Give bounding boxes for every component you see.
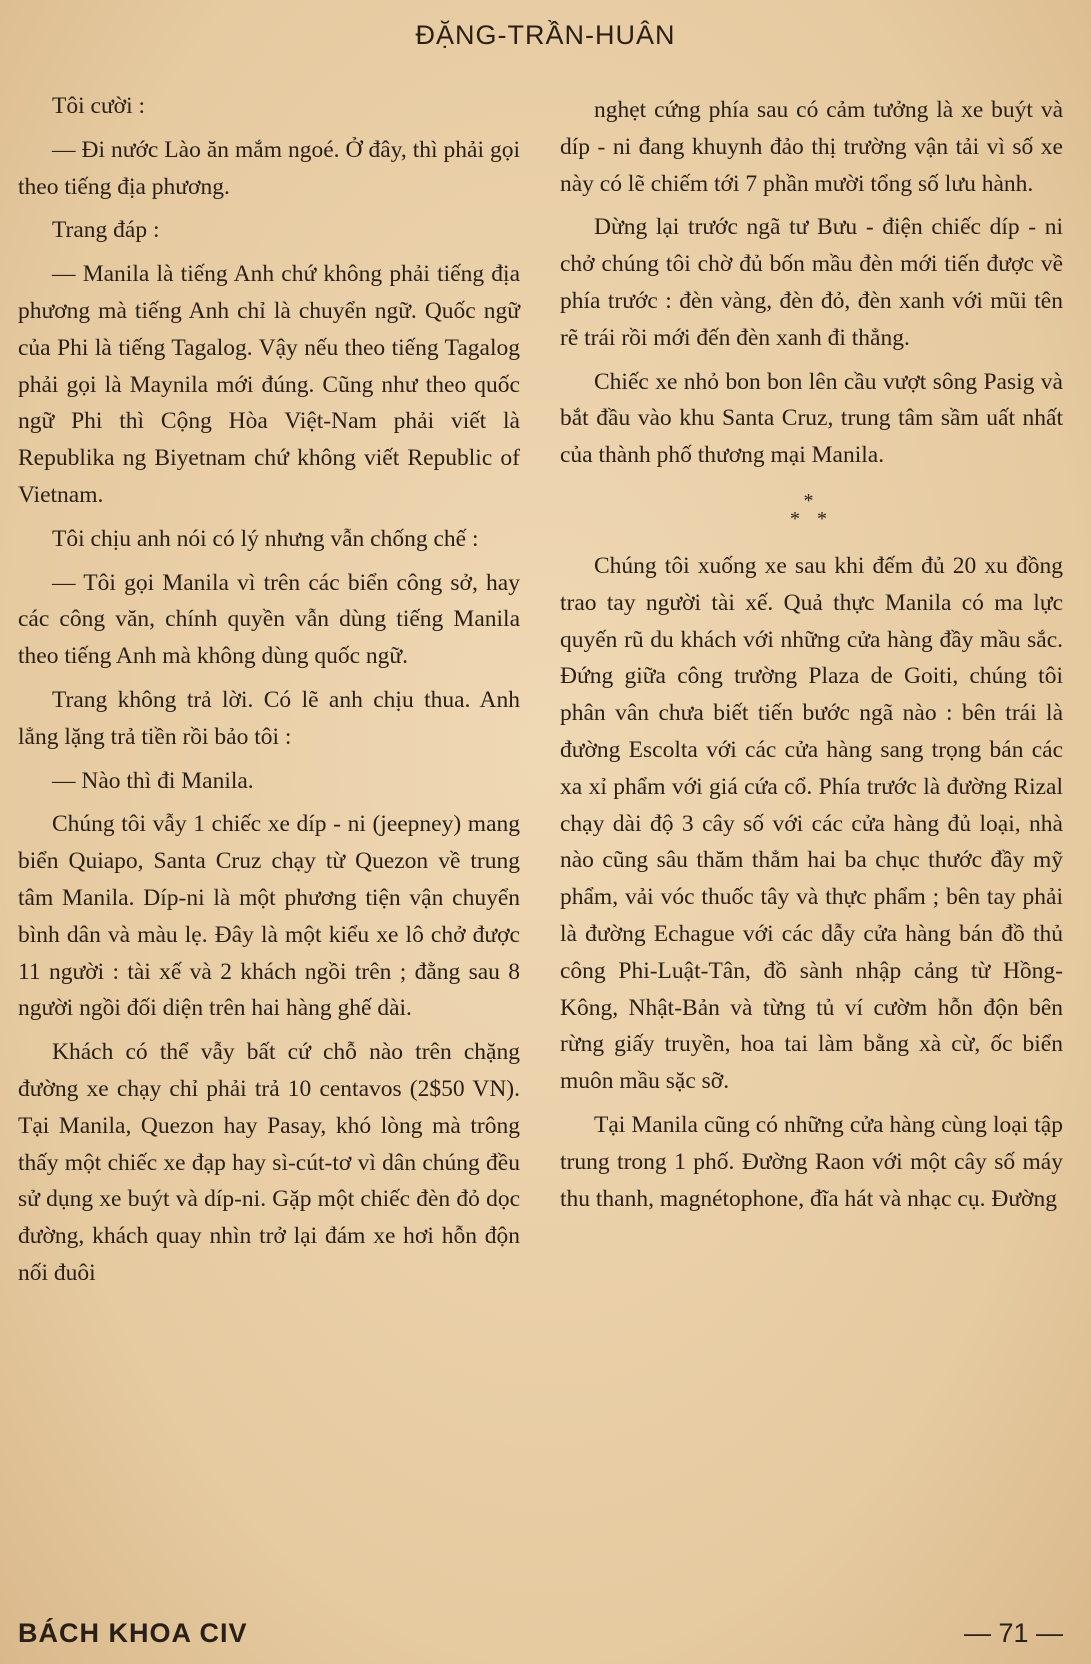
section-separator	[560, 489, 1063, 530]
paragraph: nghẹt cứng phía sau có cảm tưởng là xe buýt và díp - ni đang khuynh đảo thị trường vận tải vì số xe này có lẽ chiếm tới 7 phần mười tổng số lưu hành.	[560, 97, 1063, 197]
separator-star-top: *	[803, 489, 820, 512]
paragraph: Tôi cười :	[52, 93, 146, 119]
footer-page-number: — 71 —	[963, 1618, 1063, 1648]
paragraph: Chiếc xe nhỏ bon bon lên cầu vượt sông Pasig và bắt đầu vào khu Santa Cruz, trung tâm sầm uất nhất của thành phố thương mại Manila.	[560, 368, 1063, 469]
paragraph: Khách có thể vẫy bất cứ chỗ nào trên chặng đường xe chạy chỉ phải trả 10 centavos (2$50 VN). Tại Manila, Quezon hay Pasay, khó lòng mà trông thấy một chiếc xe đạp hay sì-cút-tơ vì dân chúng đều sử dụng xe buýt và díp-ni. Gặp một chiếc đèn đỏ dọc đường, khách quay nhìn trở lại đám xe hơi hỗn độn nối đuôi	[18, 1039, 520, 1286]
page-header-author: ĐẶNG-TRẦN-HUÂN	[415, 20, 676, 50]
paragraph: Tôi chịu anh nói có lý nhưng vẫn chống chế :	[52, 525, 479, 552]
paragraph: — Tôi gọi Manila vì trên các biển công sở, hay các công văn, chính quyền vẫn dùng tiếng Manila theo tiếng Anh mà không dùng quốc ngữ.	[18, 569, 520, 670]
paragraph: — Đi nước Lào ăn mắm ngoé. Ở đây, thì phải gọi theo tiếng địa phương.	[18, 136, 520, 200]
left-column	[18, 88, 520, 1299]
separator-stars-bottom: * *	[790, 507, 833, 530]
right-column	[560, 92, 1063, 1224]
paragraph: Trang không trả lời. Có lẽ anh chịu thua. Anh lẳng lặng trả tiền rồi bảo tôi :	[18, 686, 520, 750]
paragraph: Tại Manila cũng có những cửa hàng cùng loại tập trung trong 1 phố. Đường Raon với một cây số máy thu thanh, magnétophone, đĩa hát và nhạc cụ. Đường	[560, 1111, 1063, 1212]
paragraph: Dừng lại trước ngã tư Bưu - điện chiếc díp - ni chở chúng tôi chờ đủ bốn mầu đèn mới tiến được về phía trước : đèn vàng, đèn đỏ, đèn xanh với mũi tên rẽ trái rồi mới đến đèn xanh đi thẳng.	[560, 214, 1063, 351]
paragraph: — Manila là tiếng Anh chứ không phải tiếng địa phương mà tiếng Anh chỉ là chuyển ngữ. Quốc ngữ của Phi là tiếng Tagalog. Vậy nếu theo tiếng Tagalog phải gọi là Maynila mới đúng. Cũng như theo quốc ngữ Phi thì Cộng Hòa Việt-Nam phải viết là Republika ng Biyetnam chứ không viết Republic of Vietnam.	[18, 261, 520, 508]
paragraph: Chúng tôi xuống xe sau khi đếm đủ 20 xu đồng trao tay người tài xế. Quả thực Manila có ma lực quyến rũ du khách với những cửa hàng đầy mầu sắc. Đứng giữa công trường Plaza de Goiti, chúng tôi phân vân chưa biết tiến bước ngã nào : bên trái là đường Escolta với các cửa hàng sang trọng bán các xa xỉ phẩm với giá cứa cổ. Phía trước là đường Rizal chạy dài độ 3 cây số với các cửa hàng đủ loại, nhà nào cũng sâu thăm thẳm hai ba chục thước đầy mỹ phẩm, vải vóc thuốc tây và thực phẩm ; bên tay phải là đường Echague với các dẫy cửa hàng bán đồ thủ công Phi-Luật-Tân, đồ sành nhập cảng từ Hồng-Kông, Nhật-Bản và từng tủ ví cườm hỗn độn bên rừng giấy truyền, hoa tai làm bằng xà cừ, ốc biển muôn mầu sặc sỡ.	[560, 552, 1063, 1095]
paragraph: Trang đáp :	[52, 217, 160, 244]
paragraph: — Nào thì đi Manila.	[52, 767, 254, 794]
paragraph: Chúng tôi vẫy 1 chiếc xe díp - ni (jeepney) mang biển Quiapo, Santa Cruz chạy từ Quezon về trung tâm Manila. Díp-ni là một phương tiện vận chuyển bình dân và màu lẹ. Đây là một kiểu xe lô chở được 11 người : tài xế và 2 khách ngồi trên ; đằng sau 8 người ngồi đối diện trên hai hàng ghế dài.	[18, 811, 520, 1022]
footer-publication: BÁCH KHOA CIV	[18, 1618, 248, 1648]
